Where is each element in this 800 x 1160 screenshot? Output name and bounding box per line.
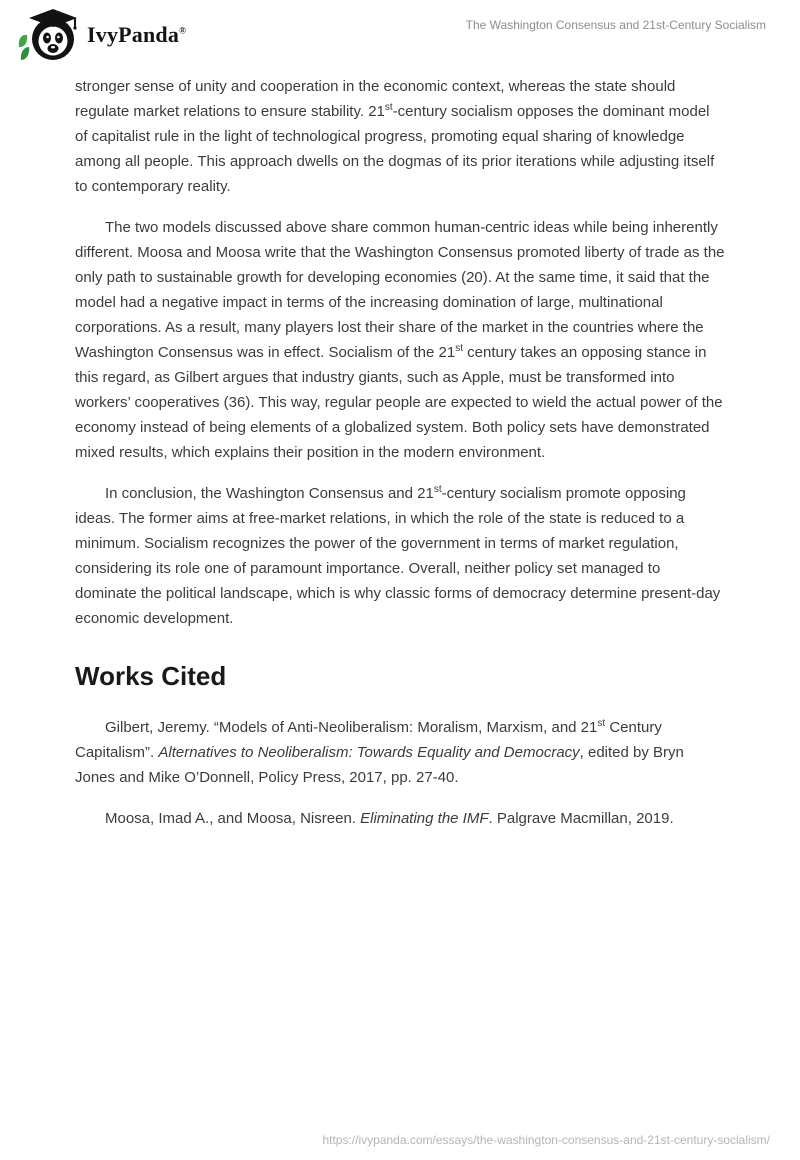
citation (75, 715, 725, 790)
text-run: The two models discussed above share common human-centric ideas while being inherently different. Moosa and Moosa write that the Washington Consensus promoted liberty of trade as the only path to sustainable growth for developing economies (20). At the same time, it said that the model had a negative impact in terms of the increasing domination of large, multinational corporations. As a result, many players lost their share of the market in the countries where the Washington Consensus was in effect. Socialism of the 21 (75, 219, 725, 361)
source-url: https://ivypanda.com/essays/the-washington-consensus-and-21st-century-socialism/ (322, 1133, 770, 1147)
text-run: . Palgrave Macmillan, 2019. (488, 810, 674, 827)
text-run: In conclusion, the Washington Consensus and 21 (105, 485, 434, 502)
superscript-text: st (433, 484, 442, 495)
text-run: -century socialism promote opposing ideas. The former aims at free-market relations, in which the role of the state is reduced to a minimum. Socialism recognizes the power of the government in terms of market regulation, considering its role one of paramount importance. Overall, neither policy set managed to dominate the political landscape, which is why classic forms of democracy determine present-day economic development. (75, 485, 721, 627)
brand-name (87, 22, 186, 48)
ivypanda-logo[interactable] (18, 8, 186, 62)
superscript-text: st (597, 718, 606, 729)
superscript-text: st (384, 102, 393, 113)
citation (75, 806, 725, 831)
text-run: , edited by Bryn Jones and Mike O’Donnell, Policy Press, 2017, pp. 27-40. (75, 744, 684, 786)
registered-mark: ® (179, 25, 187, 36)
italic-title-text: Alternatives to Neoliberalism: Towards Equality and Democracy (158, 744, 580, 761)
essay-body (0, 64, 800, 831)
brand-text: IvyPanda (87, 22, 180, 47)
text-run: Moosa, Imad A., and Moosa, Nisreen. (105, 810, 361, 827)
superscript-text: st (455, 343, 463, 354)
text-run: stronger sense of unity and cooperation in the economic context, whereas the state should regulate market relations to ensure stability. 21 (75, 78, 676, 120)
document-title: The Washington Consensus and 21st-Century Socialism (465, 18, 766, 32)
italic-title-text: Eliminating the IMF (360, 810, 489, 827)
essay-paragraph (75, 74, 725, 199)
essay-paragraph (75, 215, 725, 465)
text-run: -century socialism opposes the dominant model of capitalist rule in the light of technological progress, promoting equal sharing of knowledge among all people. This approach dwells on the dogmas of its prior iterations while adjusting itself to contemporary reality. (75, 103, 715, 195)
works-cited-heading: Works Cited (75, 661, 227, 691)
page-header (0, 0, 800, 64)
text-run: Gilbert, Jeremy. “Models of Anti-Neoliberalism: Moralism, Marxism, and 21 (105, 719, 598, 736)
essay-paragraph (75, 481, 725, 631)
text-run: century takes an opposing stance in this regard, as Gilbert argues that industry giants, such as Apple, must be transformed into workers’ cooperatives (36). This way, regular people are expected to wield the actual power of the economy instead of being elements of a globalized system. Both policy sets have demonstrated mixed results, which explains their position in the modern environment. (75, 344, 723, 461)
text-run: Century Capitalism”. (75, 719, 662, 761)
page-footer (322, 1133, 770, 1147)
panda-graduation-cap-icon (18, 8, 78, 62)
